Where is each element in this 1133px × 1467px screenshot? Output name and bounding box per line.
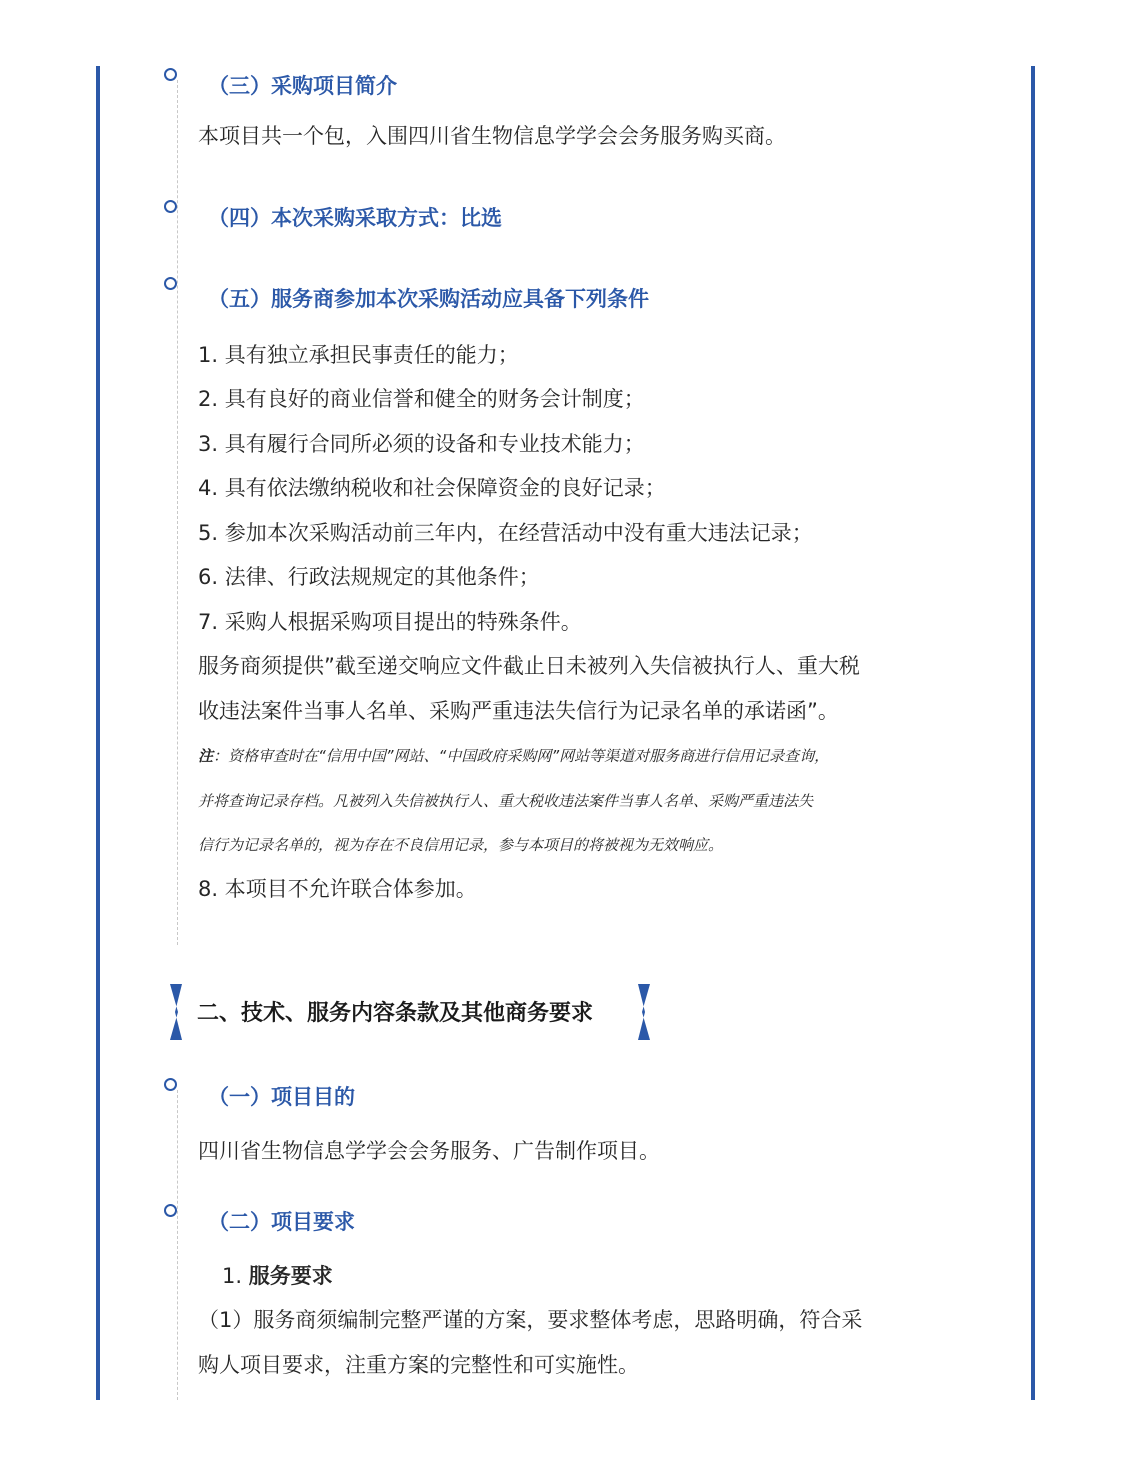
note-line: ：资格审查时在“信用中国”网站、“中国政府采购网”网站等渠道对服务商进行信用记录查询， [213,747,830,765]
condition-item: 5. 参加本次采购活动前三年内，在经营活动中没有重大违法记录； [198,521,813,545]
timeline-circle-icon [164,1078,177,1091]
procurement-intro-text: 本项目共一个包，入围四川省生物信息学学会会务服务购买商。 [198,124,786,148]
condition-item: 4. 具有依法缴纳税收和社会保障资金的良好记录； [198,476,666,500]
note-text [198,749,829,764]
commitment-text: 收违法案件当事人名单、采购严重违法失信行为记录名单的承诺函”。 [198,699,839,723]
right-bracket-icon [636,984,650,1040]
commitment-text: 服务商须提供”截至递交响应文件截止日未被列入失信被执行人、重大税 [198,654,860,678]
left-frame-border [96,66,100,1400]
timeline-dotted-line [177,80,178,945]
sub-title: 服务要求 [248,1264,333,1288]
note-line: 信行为记录名单的，视为存在不良信用记录，参与本项目的将被视为无效响应。 [198,836,724,854]
service-requirements-heading [222,1266,333,1287]
requirement-text: 购人项目要求，注重方案的完整性和可实施性。 [198,1353,639,1377]
heading-project-purpose: （一）项目目的 [208,1085,355,1109]
condition-item: 6. 法律、行政法规规定的其他条件； [198,565,540,589]
left-bracket-icon [170,984,184,1040]
timeline-circle-icon [164,200,177,213]
timeline-dotted-line [177,1090,178,1400]
condition-item: 1. 具有独立承担民事责任的能力； [198,343,519,367]
project-purpose-text: 四川省生物信息学学会会务服务、广告制作项目。 [198,1139,660,1163]
heading-procurement-intro: （三）采购项目简介 [208,74,397,98]
condition-item: 7. 采购人根据采购项目提出的特殊条件。 [198,610,582,634]
timeline-circle-icon [164,1204,177,1217]
timeline-circle-icon [164,277,177,290]
sub-number: 1. [222,1264,249,1288]
requirement-text: （1）服务商须编制完整严谨的方案，要求整体考虑，思路明确，符合采 [198,1308,863,1332]
note-label: 注 [198,747,214,765]
condition-item: 3. 具有履行合同所必须的设备和专业技术能力； [198,432,645,456]
heading-conditions: （五）服务商参加本次采购活动应具备下列条件 [208,287,649,311]
condition-item: 2. 具有良好的商业信誉和健全的财务会计制度； [198,387,645,411]
note-line: 并将查询记录存档。凡被列入失信被执行人、重大税收违法案件当事人名单、采购严重违法失 [198,792,814,810]
heading-procurement-method: （四）本次采购采取方式：比选 [208,206,502,230]
heading-project-requirements: （二）项目要求 [208,1210,355,1234]
condition-item: 8. 本项目不允许联合体参加。 [198,877,477,901]
timeline-circle-icon [164,68,177,81]
section-title: 二、技术、服务内容条款及其他商务要求 [197,1001,594,1026]
right-frame-border [1031,66,1035,1400]
